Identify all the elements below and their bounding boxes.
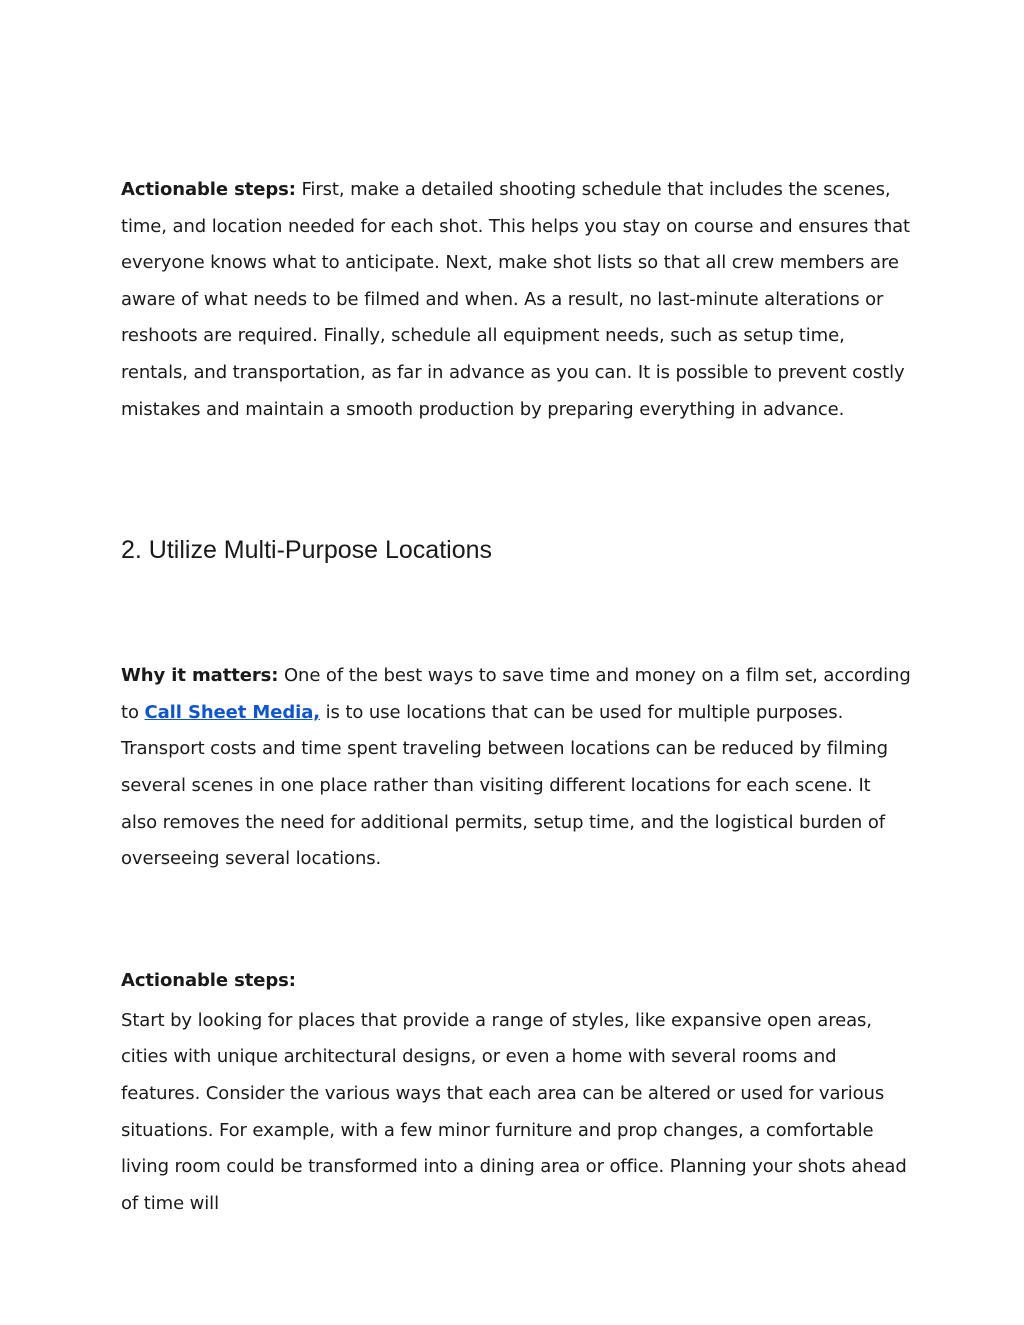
actionable-steps-heading: Actionable steps: [121,969,296,991]
document-page [121,172,911,1222]
why-it-matters-text-end: is to use locations that can be used for multiple purposes. Transport costs and time spent traveling between locations can be reduced by filming several scenes in one place rather than visiting different locations for each scene. It also removes the need for additional permits, setup time, and the logistical burden of overseeing several locations. [121,701,888,870]
why-it-matters-text-start: One of the best ways to save time and money on a film set, according to [121,665,911,723]
actionable-steps-body: Start by looking for places that provide a range of styles, like expansive open areas, cities with unique architectural designs, or even a home with several rooms and features. Consider the various ways that each area can be altered or used for various situations. For example, with a few minor furniture and prop changes, a comfortable living room could be transformed into a dining area or office. Planning your shots ahead of time will [121,1009,907,1214]
section-heading: 2. Utilize Multi-Purpose Locations [121,536,492,565]
call-sheet-media-link[interactable]: Call Sheet Media, [144,701,320,723]
actionable-steps-text: First, make a detailed shooting schedule that includes the scenes, time, and location needed for each shot. This helps you stay on course and ensures that everyone knows what to anticipate. Next, make shot lists so that all crew members are aware of what needs to be filmed and when. As a result, no last-minute alterations or reshoots are required. Finally, schedule all equipment needs, such as setup time, rentals, and transportation, as far in advance as you can. It is possible to prevent costly mistakes and maintain a smooth production by preparing everything in advance. [121,179,911,420]
actionable-steps-paragraph [121,172,911,428]
why-it-matters-paragraph [121,658,911,878]
why-it-matters-label: Why it matters: [121,665,279,687]
actionable-steps-label: Actionable steps: [121,179,296,200]
